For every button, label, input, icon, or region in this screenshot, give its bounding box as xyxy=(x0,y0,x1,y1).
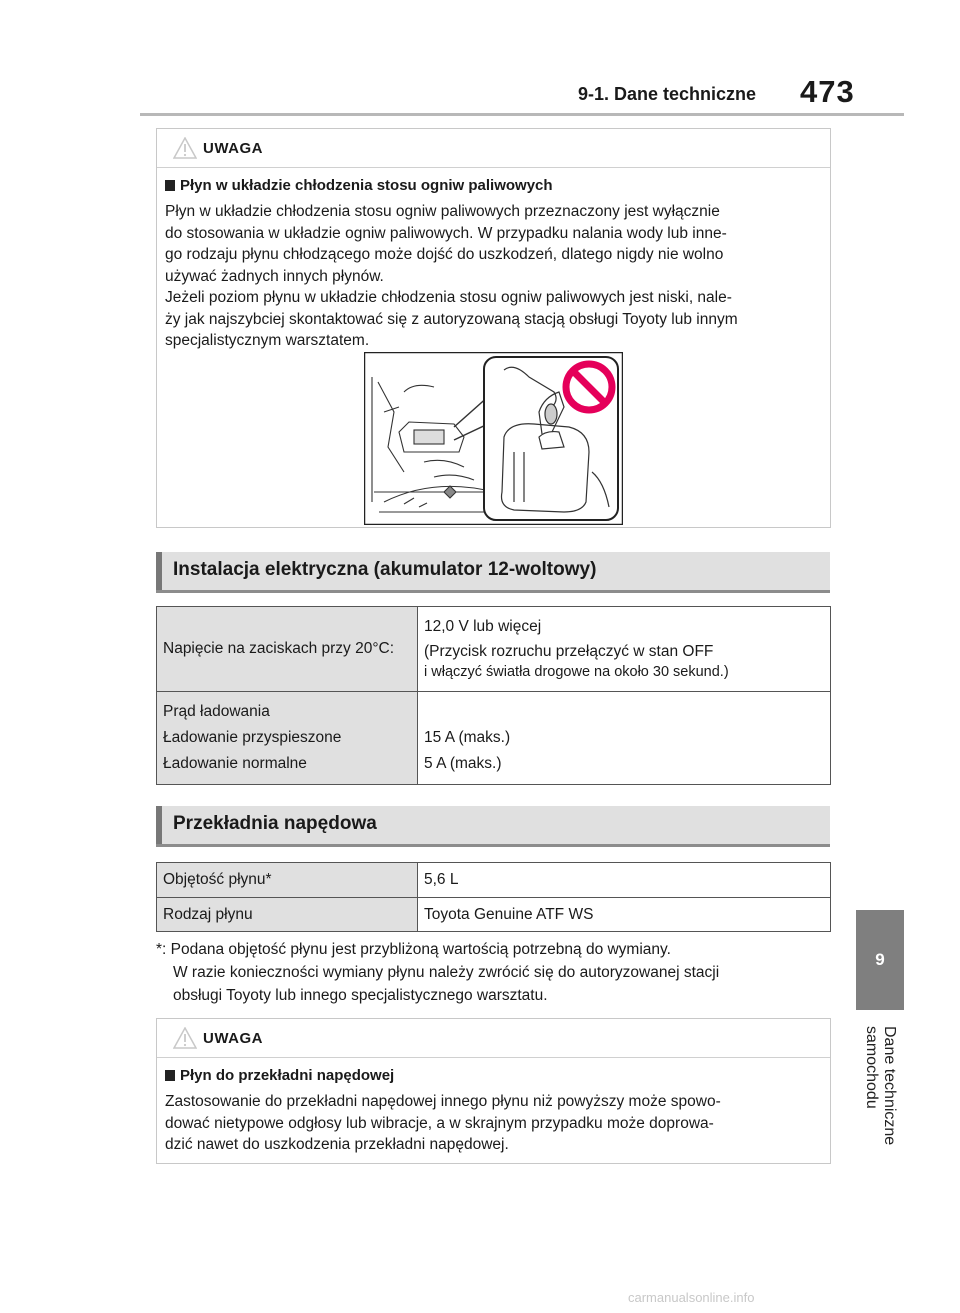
caution-body xyxy=(165,1091,825,1156)
caution-line: Zastosowanie do przekładni napędowej innego płynu niż powyższy może spowo- xyxy=(165,1093,721,1110)
caution-title-text: Płyn w układzie chłodzenia stosu ogniw paliwowych xyxy=(180,177,553,194)
section-title: Instalacja elektryczna (akumulator 12-woltowy) xyxy=(173,559,597,580)
cell-line: 5 A (maks.) xyxy=(424,755,502,772)
section-bar xyxy=(156,552,162,590)
cell-line: Ładowanie przyspieszone xyxy=(163,729,342,746)
section-bar xyxy=(156,806,162,844)
caution-body xyxy=(165,201,825,352)
caution-line: go rodzaju płynu chłodzącego może dojść do uszkodzeń, dlatego nigdy nie wolno xyxy=(165,246,724,263)
table-row xyxy=(157,898,831,932)
cell-line: 15 A (maks.) xyxy=(424,729,511,746)
caution-header xyxy=(157,129,830,168)
warning-triangle-icon xyxy=(173,1027,197,1049)
table-row xyxy=(157,607,831,692)
footnote-line: obsługi Toyoty lub innego specjalistycznego warsztatu. xyxy=(173,987,548,1004)
caution-title xyxy=(165,1067,394,1084)
table-row xyxy=(157,863,831,898)
cell-line: (Przycisk rozruchu przełączyć w stan OFF xyxy=(424,642,714,660)
running-header-section: 9-1. Dane techniczne xyxy=(578,84,757,104)
warning-triangle-icon xyxy=(173,137,197,159)
table-cell-value xyxy=(418,607,831,692)
caution-line: Jeżeli poziom płynu w układzie chłodzenia stosu ogniw paliwowych jest niski, nale- xyxy=(165,289,732,306)
table-cell-value: Toyota Genuine ATF WS xyxy=(418,898,831,932)
caution-label: UWAGA xyxy=(203,1030,263,1047)
cell-line: 12,0 V lub więcej xyxy=(424,617,542,635)
transmission-spec-table xyxy=(156,862,831,932)
cell-line: Prąd ładowania xyxy=(163,703,270,720)
bullet-square-icon xyxy=(165,1070,175,1081)
table-cell-value xyxy=(418,692,831,785)
footnote-line: W razie konieczności wymiany płynu należy zwrócić się do autoryzowanej stacji xyxy=(173,964,720,981)
table-cell-value: 5,6 L xyxy=(418,863,831,898)
bullet-square-icon xyxy=(165,180,175,191)
caution-line: używać żadnych innych płynów. xyxy=(165,267,384,285)
section-header-electrical xyxy=(156,552,830,593)
section-header-transmission xyxy=(156,806,830,847)
caution-title-text: Płyn do przekładni napędowej xyxy=(180,1067,395,1084)
table-cell-label xyxy=(157,692,418,785)
caution-line: ży jak najszybciej skontaktować się z autoryzowaną stacją obsługi Toyoty lub innym xyxy=(165,310,738,328)
caution-line: Płyn w układzie chłodzenia stosu ogniw paliwowych przeznaczony jest wyłącznie xyxy=(165,203,720,220)
table-row xyxy=(157,692,831,785)
table-cell-label: Objętość płynu* xyxy=(157,863,418,898)
caution-header xyxy=(157,1019,830,1058)
footnote xyxy=(156,938,846,1007)
caution-line: do stosowania w układzie ogniw paliwowych. W przypadku nalania wody lub inne- xyxy=(165,224,727,242)
electrical-spec-table xyxy=(156,606,831,785)
caution-line: dować nietypowe odgłosy lub wibracje, a w skrajnym przypadku może doprowa- xyxy=(165,1114,714,1132)
cell-line: i włączyć światła drogowe na około 30 sekund.) xyxy=(424,663,729,680)
coolant-prohibition-illustration xyxy=(364,352,623,525)
caution-label: UWAGA xyxy=(203,140,263,157)
page-number: 473 xyxy=(800,74,855,109)
table-cell-label: Rodzaj płynu xyxy=(157,898,418,932)
section-title: Przekładnia napędowa xyxy=(173,813,377,834)
cell-line: Ładowanie normalne xyxy=(163,755,307,772)
footnote-line: *: Podana objętość płynu jest przybliżoną wartością potrzebną do wymiany. xyxy=(156,941,671,958)
caution-line: dzić nawet do uszkodzenia przekładni napędowej. xyxy=(165,1136,509,1153)
caution-box-coolant xyxy=(156,128,831,528)
header-rule xyxy=(140,113,904,116)
chapter-tab-label: Dane techniczne samochodu xyxy=(863,1026,898,1146)
caution-box-transmission xyxy=(156,1018,831,1164)
chapter-tab: 9 xyxy=(856,910,904,1010)
watermark: carmanualsonline.info xyxy=(628,1290,755,1305)
table-cell-label: Napięcie na zaciskach przy 20°C: xyxy=(157,607,418,692)
caution-title xyxy=(165,177,553,194)
caution-line: specjalistycznym warsztatem. xyxy=(165,332,370,349)
